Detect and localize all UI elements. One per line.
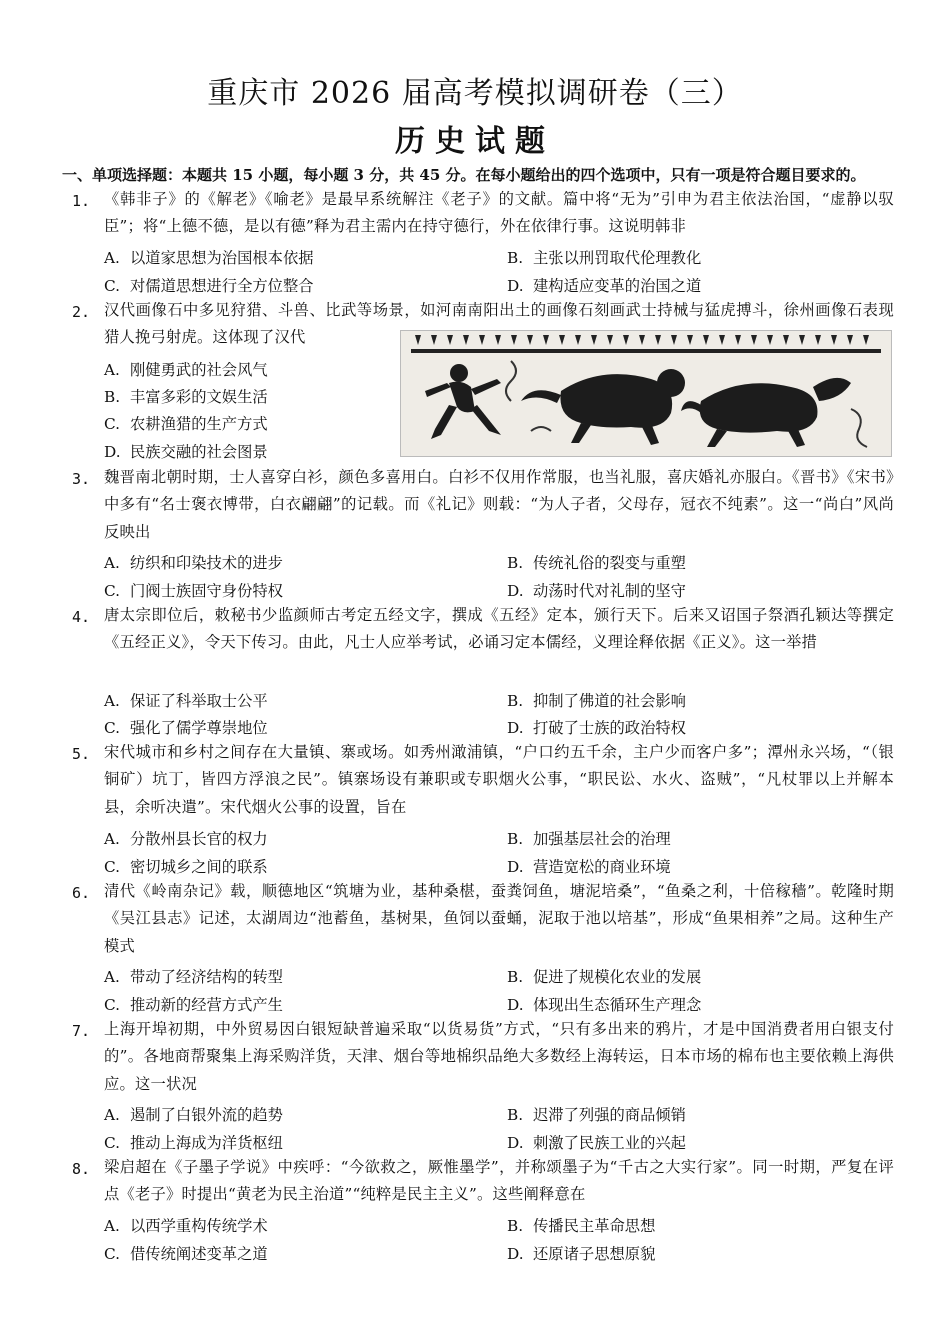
option-label: B. [507, 1217, 524, 1235]
option-text: 分散州县长官的权力 [130, 830, 268, 848]
option-b[interactable] [507, 965, 701, 987]
option-a[interactable] [104, 551, 283, 573]
option-c[interactable] [104, 855, 268, 877]
option-label: C. [104, 719, 121, 737]
option-text: 促进了规模化农业的发展 [533, 968, 702, 986]
option-label: D. [507, 277, 524, 295]
option-label: C. [104, 582, 121, 600]
option-label: B. [507, 692, 524, 710]
option-text: 丰富多彩的文娱生活 [130, 388, 268, 406]
option-label: D. [507, 719, 524, 737]
option-label: C. [104, 1245, 121, 1263]
exam-title: 重庆市 2026 届高考模拟调研卷（三） [207, 76, 743, 111]
question-number: 8. [72, 1160, 91, 1178]
option-label: A. [104, 554, 120, 572]
option-text: 以道家思想为治国根本依据 [130, 249, 314, 267]
option-text: 还原诸子思想原貌 [533, 1245, 656, 1263]
option-b[interactable] [507, 827, 671, 849]
option-label: A. [104, 1106, 120, 1124]
han-stone-relief-image [400, 330, 892, 457]
option-label: B. [507, 968, 524, 986]
option-label: D. [507, 996, 524, 1014]
option-label: A. [104, 968, 120, 986]
option-a[interactable] [104, 246, 314, 268]
option-text: 迟滞了列强的商品倾销 [533, 1106, 686, 1124]
option-c[interactable] [104, 1131, 283, 1153]
question-stem: 宋代城市和乡村之间存在大量镇、寨或场。如秀州澉浦镇，“户口约五千余，主户少而客户多”；潭州永兴场，“（银铜矿）坑丁，皆四方浮浪之民”。镇寨场设有兼职或专职烟火公事，“职民讼、水火、盗贼”，“凡杖罪以上并解本县，余听决遣”。宋代烟火公事的设置，旨在 [104, 743, 894, 816]
option-text: 主张以刑罚取代伦理教化 [533, 249, 702, 267]
question-stem: 魏晋南北朝时期，士人喜穿白衫，颜色多喜用白。白衫不仅用作常服，也当礼服，喜庆婚礼亦服白。《晋书》《宋书》中多有“名士褒衣博带，白衣翩翩”的记载。而《礼记》则载：“为人子者，父母存，冠衣不纯素”。这一“尚白”风尚反映出 [104, 468, 894, 541]
option-label: B. [507, 1106, 524, 1124]
option-text: 密切城乡之间的联系 [130, 858, 268, 876]
option-text: 民族交融的社会图景 [130, 443, 268, 461]
option-text: 推动新的经营方式产生 [130, 996, 283, 1014]
option-label: C. [104, 277, 121, 295]
question-number: 4. [72, 608, 91, 626]
option-label: A. [104, 1217, 120, 1235]
option-text: 门阀士族固守身份特权 [130, 582, 283, 600]
question-stem: 唐太宗即位后，敕秘书少监颜师古考定五经文字，撰成《五经》定本，颁行天下。后来又诏国子祭酒孔颖达等撰定《五经正义》，令天下传习。由此，凡士人应举考试，必诵习定本儒经，义理诠释依据《正义》。这一举措 [104, 606, 894, 652]
option-c[interactable] [104, 993, 283, 1015]
option-d[interactable] [507, 716, 686, 738]
option-a[interactable] [104, 1214, 268, 1236]
option-text: 加强基层社会的治理 [533, 830, 671, 848]
question-number: 5. [72, 745, 91, 763]
option-label: D. [507, 1134, 524, 1152]
stone-relief-illustration [401, 331, 891, 456]
option-c[interactable] [104, 412, 268, 434]
option-label: B. [507, 830, 524, 848]
option-text: 传统礼俗的裂变与重塑 [533, 554, 686, 572]
option-text: 传播民主革命思想 [533, 1217, 656, 1235]
option-label: A. [104, 692, 120, 710]
option-text: 以西学重构传统学术 [130, 1217, 268, 1235]
option-label: B. [104, 388, 121, 406]
option-label: D. [507, 582, 524, 600]
option-text: 刚健勇武的社会风气 [130, 361, 268, 379]
option-c[interactable] [104, 579, 283, 601]
option-label: C. [104, 996, 121, 1014]
option-d[interactable] [507, 274, 701, 296]
option-b[interactable] [507, 1214, 655, 1236]
option-d[interactable] [507, 993, 701, 1015]
option-a[interactable] [104, 358, 268, 380]
option-text: 抑制了佛道的社会影响 [533, 692, 686, 710]
option-text: 遏制了白银外流的趋势 [130, 1106, 283, 1124]
question-number: 1. [72, 192, 91, 210]
option-a[interactable] [104, 1103, 283, 1125]
option-d[interactable] [507, 1242, 655, 1264]
option-d[interactable] [507, 1131, 686, 1153]
option-text: 打破了士族的政治特权 [533, 719, 686, 737]
option-text: 营造宽松的商业环境 [533, 858, 671, 876]
option-b[interactable] [507, 689, 686, 711]
option-label: C. [104, 1134, 121, 1152]
question-number: 3. [72, 470, 91, 488]
question-number: 2. [72, 303, 91, 321]
option-label: A. [104, 830, 120, 848]
option-text: 借传统阐述变革之道 [130, 1245, 268, 1263]
option-b[interactable] [104, 385, 268, 407]
option-label: A. [104, 361, 120, 379]
option-text: 体现出生态循环生产理念 [533, 996, 702, 1014]
option-label: C. [104, 858, 121, 876]
option-label: D. [507, 858, 524, 876]
option-text: 对儒道思想进行全方位整合 [130, 277, 314, 295]
question-stem: 清代《岭南杂记》载，顺德地区“筑塘为业，基种桑椹，蚕粪饲鱼，塘泥培桑”，“鱼桑之利，十倍稼穑”。乾隆时期《吴江县志》记述，太湖周边“池蓄鱼，基树果，鱼饲以蚕蛹，泥取于池以培基”，形成“鱼果相养”之局。这种生产模式 [104, 882, 894, 955]
option-d[interactable] [104, 440, 268, 462]
option-text: 推动上海成为洋货枢纽 [130, 1134, 283, 1152]
option-c[interactable] [104, 716, 268, 738]
question-number: 6. [72, 884, 91, 902]
option-c[interactable] [104, 1242, 268, 1264]
option-a[interactable] [104, 965, 283, 987]
option-label: B. [507, 554, 524, 572]
option-a[interactable] [104, 689, 268, 711]
question-stem: 上海开埠初期，中外贸易因白银短缺普遍采取“以货易货”方式，“只有多出来的鸦片，才是中国消费者用白银支付的”。各地商帮聚集上海采购洋货，天津、烟台等地棉织品绝大多数经上海转运，日本市场的棉布也主要依赖上海供应。这一状况 [104, 1020, 894, 1093]
option-text: 农耕渔猎的生产方式 [130, 415, 268, 433]
question-stem: 《韩非子》的《解老》《喻老》是最早系统解注《老子》的文献。篇中将“无为”引申为君主依法治国，“虚静以驭臣”；将“上德不德，是以有德”释为君主需内在持守德行，外在依律行事。这说明韩非 [104, 190, 894, 236]
option-text: 纺织和印染技术的进步 [130, 554, 283, 572]
option-label: D. [507, 1245, 524, 1263]
option-label: B. [507, 249, 524, 267]
option-label: A. [104, 249, 120, 267]
option-b[interactable] [507, 551, 686, 573]
option-c[interactable] [104, 274, 314, 296]
option-text: 保证了科举取士公平 [130, 692, 268, 710]
question-stem-text: 汉代画像石中多见狩猎、斗兽、比武等场景，如河南南阳出土的画像石刻画武士持械与猛虎搏斗，徐州画像石表现猎人挽弓射虎。这体现了汉代 [104, 301, 894, 347]
option-a[interactable] [104, 827, 268, 849]
option-label: D. [104, 443, 121, 461]
option-text: 带动了经济结构的转型 [130, 968, 283, 986]
option-b[interactable] [507, 1103, 686, 1125]
option-b[interactable] [507, 246, 701, 268]
question-number: 7. [72, 1022, 91, 1040]
option-d[interactable] [507, 855, 671, 877]
option-text: 强化了儒学尊崇地位 [130, 719, 268, 737]
option-text: 动荡时代对礼制的坚守 [533, 582, 686, 600]
option-text: 刺激了民族工业的兴起 [533, 1134, 686, 1152]
option-text: 建构适应变革的治国之道 [533, 277, 702, 295]
exam-subject-title: 历史试题 [395, 124, 555, 159]
option-label: C. [104, 415, 121, 433]
section-heading: 一、单项选择题：本题共 15 小题，每小题 3 分，共 45 分。在每小题给出的四个选项中，只有一项是符合题目要求的。 [62, 166, 866, 184]
question-stem: 梁启超在《子墨子学说》中疾呼：“今欲救之，厥惟墨学”，并称颂墨子为“千古之大实行家”。同一时期，严复在评点《老子》时提出“黄老为民主治道”“纯粹是民主主义”。这些阐释意在 [104, 1158, 894, 1204]
option-d[interactable] [507, 579, 686, 601]
